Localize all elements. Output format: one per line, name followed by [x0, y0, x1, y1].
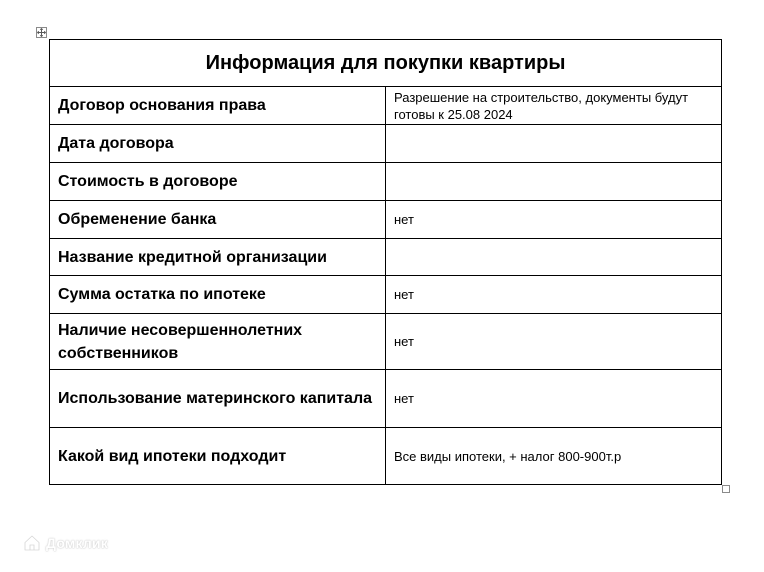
table-row	[50, 87, 722, 125]
table-row	[50, 239, 722, 276]
row-value[interactable]: нет	[386, 370, 722, 428]
table-title[interactable]: Информация для покупки квартиры	[50, 40, 722, 87]
table-row	[50, 201, 722, 239]
row-value[interactable]: нет	[386, 276, 722, 314]
table-row	[50, 428, 722, 485]
row-label[interactable]: Использование материнского капитала	[50, 370, 386, 428]
row-value[interactable]: Разрешение на строительство, документы будут готовы к 25.08 2024	[386, 87, 722, 125]
table-title-row	[50, 40, 722, 87]
row-label[interactable]: Какой вид ипотеки подходит	[50, 428, 386, 485]
row-label[interactable]: Наличие несовершеннолетних собственников	[50, 314, 386, 370]
row-label[interactable]: Обременение банка	[50, 201, 386, 239]
table-row	[50, 276, 722, 314]
table-move-handle[interactable]	[36, 27, 47, 38]
move-arrows-icon	[37, 28, 46, 37]
row-value[interactable]: Все виды ипотеки, + налог 800-900т.р	[386, 428, 722, 485]
info-table	[49, 39, 722, 485]
house-logo-icon	[22, 533, 42, 553]
row-label[interactable]: Стоимость в договоре	[50, 163, 386, 201]
row-value[interactable]	[386, 125, 722, 163]
row-value[interactable]: нет	[386, 314, 722, 370]
table-row	[50, 314, 722, 370]
row-label[interactable]: Сумма остатка по ипотеке	[50, 276, 386, 314]
row-value[interactable]: нет	[386, 201, 722, 239]
table-row	[50, 370, 722, 428]
row-label[interactable]: Дата договора	[50, 125, 386, 163]
table-row	[50, 163, 722, 201]
row-value[interactable]	[386, 163, 722, 201]
row-label[interactable]: Договор основания права	[50, 87, 386, 125]
row-label[interactable]: Название кредитной организации	[50, 239, 386, 276]
domclick-watermark	[22, 533, 108, 553]
row-value[interactable]	[386, 239, 722, 276]
watermark-text: Домклик	[46, 535, 108, 551]
table-resize-handle[interactable]	[722, 485, 730, 493]
table-row	[50, 125, 722, 163]
